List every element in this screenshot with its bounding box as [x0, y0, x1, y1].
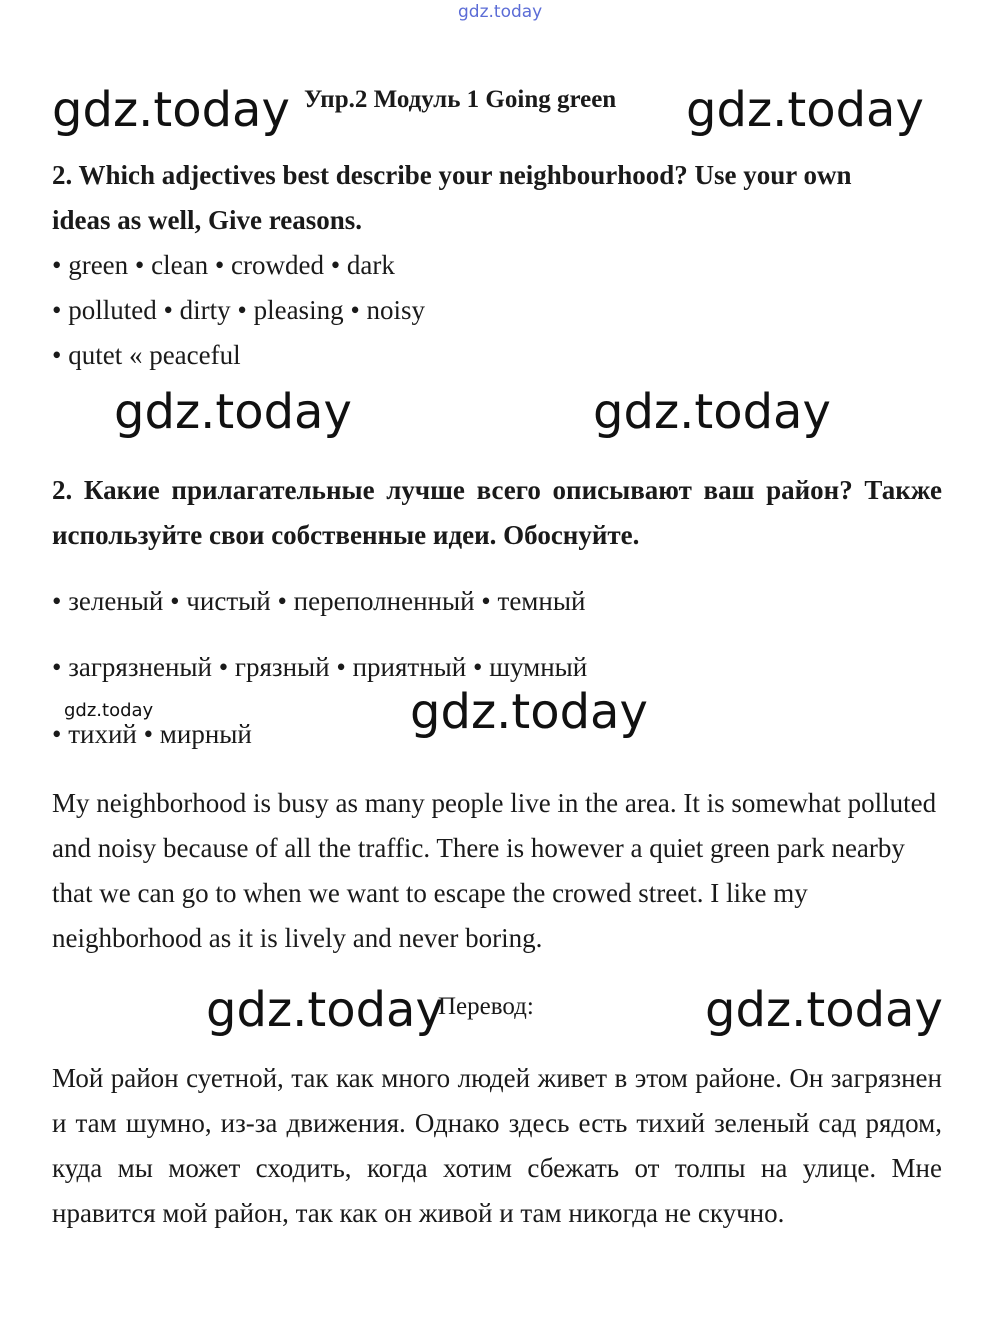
watermark-top: gdz.today: [458, 2, 543, 22]
watermark-4: gdz.today: [593, 384, 831, 440]
watermark-7: gdz.today: [705, 982, 943, 1038]
watermark-1: gdz.today: [52, 82, 290, 138]
watermark-5: gdz.today: [410, 684, 648, 740]
answer-paragraph: My neighborhood is busy as many people live in the area. It is somewhat polluted and noisy because of all the traffic. There is however a quiet green park nearby that we can go to when we want to escape the crowed street. I like my neighborhood as it is lively and never boring.: [52, 788, 937, 953]
english-bullet-1: • green • clean • crowded • dark: [52, 250, 395, 280]
watermark-6: gdz.today: [206, 982, 444, 1038]
english-bullet-3: • qutet « peaceful: [52, 340, 241, 370]
watermark-3: gdz.today: [114, 384, 352, 440]
russian-bullet-1: • зеленый • чистый • переполненный • темный: [52, 586, 586, 616]
english-task: 2. Which adjectives best describe your neighbourhood? Use your own ideas as well, Give reasons.: [52, 160, 852, 235]
translation-label: Перевод:: [438, 993, 534, 1020]
russian-task: 2. Какие прилагательные лучше всего описывают ваш район? Также используйте свои собственные идеи. Обоснуйте.: [52, 475, 942, 550]
russian-bullet-3: • тихий • мирный: [52, 719, 252, 749]
russian-bullet-2: • загрязненый • грязный • приятный • шумный: [52, 652, 588, 682]
translation-paragraph: Мой район суетной, так как много людей живет в этом районе. Он загрязнен и там шумно, из-за движения. Однако здесь есть тихий зеленый сад рядом, куда мы может сходить, когда хотим сбежать от толпы на улице. Мне нравится мой район, так как он живой и там никогда не скучно.: [52, 1063, 942, 1228]
watermark-small: gdz.today: [64, 700, 154, 721]
page-title: Упр.2 Модуль 1 Going green: [304, 86, 617, 113]
english-bullet-2: • polluted • dirty • pleasing • noisy: [52, 295, 426, 325]
watermark-2: gdz.today: [686, 82, 924, 138]
